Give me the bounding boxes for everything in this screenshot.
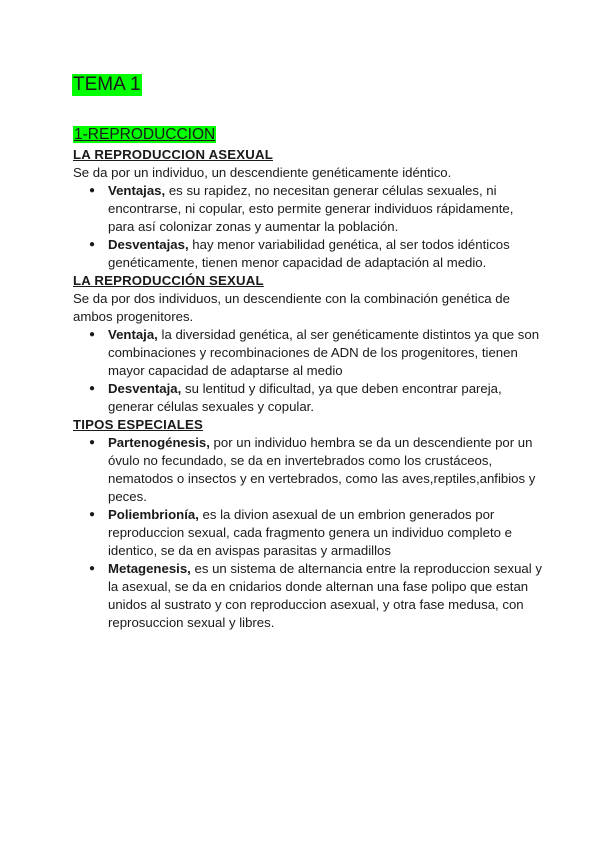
bullet-icon: ● bbox=[89, 509, 96, 520]
bullet-icon: ● bbox=[89, 437, 96, 448]
especiales-heading: TIPOS ESPECIALES bbox=[73, 417, 203, 432]
list-item bbox=[89, 326, 543, 380]
sexual-list bbox=[73, 326, 543, 416]
item-text: la diversidad genética, al ser genéticamente distintos ya que son combinaciones y recombinaciones de ADN de los progenitores, tienen mayor capacidad de adaptarse al medio bbox=[108, 327, 540, 378]
item-text: por un individuo hembra se da un descendiente por un óvulo no fecundado, se da en invertebrados como los crustáceos, nematodos o insectos y en vertebrados, como las aves,reptiles,anfibios y peces. bbox=[108, 435, 536, 504]
bullet-icon: ● bbox=[89, 239, 96, 250]
item-term: Partenogénesis, bbox=[108, 435, 210, 450]
item-text: su lentitud y dificultad, ya que deben encontrar pareja, generar células sexuales y copular. bbox=[108, 381, 502, 414]
especiales-block bbox=[73, 416, 543, 632]
item-term: Ventajas, bbox=[108, 183, 166, 198]
item-text: es la divion asexual de un embrion generados por reproduccion sexual, cada fragmento genera un individuo completo e identico, se da en avispas parasitas y armadillos bbox=[108, 507, 512, 558]
asexual-block bbox=[73, 146, 543, 272]
sexual-intro: Se da por dos individuos, un descendiente con la combinación genética de ambos progenitores. bbox=[73, 291, 510, 324]
list-item bbox=[89, 560, 543, 632]
document-body bbox=[73, 126, 543, 632]
bullet-icon: ● bbox=[89, 185, 96, 196]
asexual-list bbox=[73, 182, 543, 272]
item-text: hay menor variabilidad genética, al ser todos idénticos genéticamente, tienen menor capacidad de adaptación al medio. bbox=[108, 237, 510, 270]
bullet-icon: ● bbox=[89, 329, 96, 340]
asexual-intro: Se da por un individuo, un descendiente genéticamente idéntico. bbox=[73, 165, 452, 180]
section-heading: 1-REPRODUCCION bbox=[74, 126, 216, 143]
item-term: Desventajas, bbox=[108, 237, 189, 252]
item-term: Ventaja, bbox=[108, 327, 158, 342]
page-title: TEMA 1 bbox=[73, 74, 141, 95]
asexual-heading: LA REPRODUCCION ASEXUAL bbox=[73, 147, 273, 162]
bullet-icon: ● bbox=[89, 563, 96, 574]
item-text: es su rapidez, no necesitan generar células sexuales, ni encontrarse, ni copular, esto permite generar individuos rápidamente, para así colonizar zonas y aumentar la población. bbox=[108, 183, 514, 234]
list-item bbox=[89, 434, 543, 506]
list-item bbox=[89, 380, 543, 416]
sexual-block bbox=[73, 272, 543, 416]
bullet-icon: ● bbox=[89, 383, 96, 394]
item-term: Desventaja, bbox=[108, 381, 182, 396]
list-item bbox=[89, 182, 543, 236]
list-item bbox=[89, 506, 543, 560]
item-term: Poliembrionía, bbox=[108, 507, 199, 522]
especiales-list bbox=[73, 434, 543, 632]
sexual-heading: LA REPRODUCCIÓN SEXUAL bbox=[73, 273, 264, 288]
item-text: es un sistema de alternancia entre la reproduccion sexual y la asexual, se da en cnidarios donde alternan una fase polipo que estan unidos al sustrato y con reproduccion asexual, y otra fase medusa, con reprosuccion sexual y libres. bbox=[108, 561, 542, 630]
list-item bbox=[89, 236, 543, 272]
item-term: Metagenesis, bbox=[108, 561, 191, 576]
